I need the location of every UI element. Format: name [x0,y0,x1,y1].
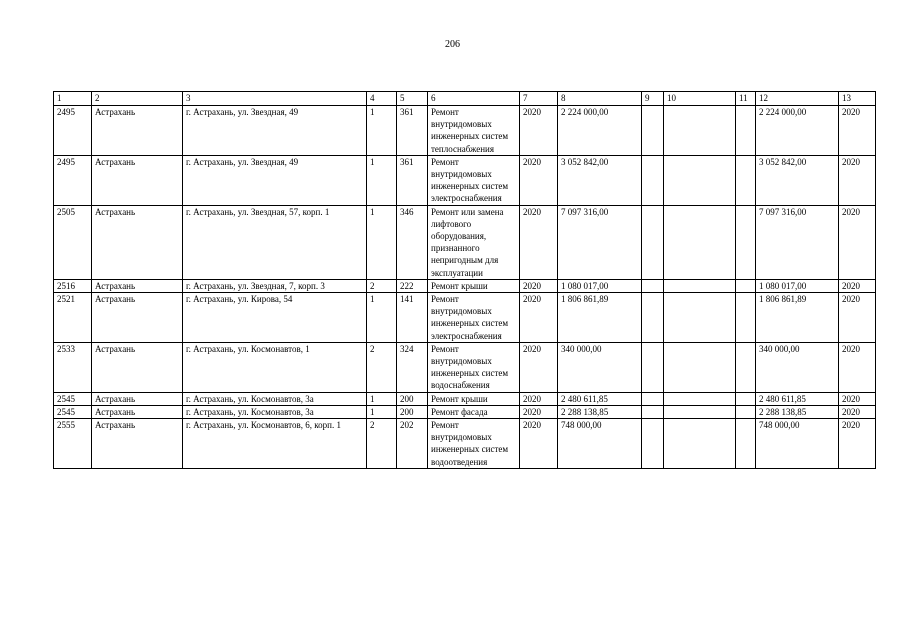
column-11-cell [736,155,756,205]
year-cell: 2020 [520,419,558,469]
column-11-cell [736,106,756,156]
address-cell: г. Астрахань, ул. Космонавтов, 3а [183,405,367,418]
column-9-cell [642,392,664,405]
address-cell: г. Астрахань, ул. Звездная, 7, корп. 3 [183,279,367,292]
address-cell: г. Астрахань, ул. Звездная, 49 [183,106,367,156]
column-4-cell: 1 [367,392,397,405]
work-type-cell: Ремонт внутридомовых инженерных систем теплоснабжения [428,106,520,156]
completion-year-cell: 2020 [839,279,876,292]
work-type-cell: Ремонт внутридомовых инженерных систем электроснабжения [428,293,520,343]
row-number-cell: 2533 [54,342,92,392]
header-cell: 13 [839,92,876,106]
table-row [54,106,876,156]
municipality-cell: Астрахань [92,155,183,205]
column-10-cell [664,405,736,418]
municipality-cell: Астрахань [92,106,183,156]
column-11-cell [736,419,756,469]
year-cell: 2020 [520,405,558,418]
row-number-cell: 2495 [54,155,92,205]
column-4-cell: 1 [367,155,397,205]
municipality-cell: Астрахань [92,392,183,405]
column-9-cell [642,405,664,418]
completion-year-cell: 2020 [839,205,876,279]
page-number: 206 [445,39,460,50]
row-number-cell: 2521 [54,293,92,343]
table-row [54,293,876,343]
completion-year-cell: 2020 [839,405,876,418]
year-cell: 2020 [520,342,558,392]
column-9-cell [642,419,664,469]
column-10-cell [664,155,736,205]
column-11-cell [736,392,756,405]
address-cell: г. Астрахань, ул. Звездная, 49 [183,155,367,205]
cost-cell: 340 000,00 [558,342,642,392]
column-10-cell [664,392,736,405]
column-9-cell [642,342,664,392]
column-10-cell [664,106,736,156]
column-10-cell [664,205,736,279]
table-row [54,392,876,405]
cost-cell: 2 288 138,85 [558,405,642,418]
cost-cell: 1 080 017,00 [558,279,642,292]
table-row [54,205,876,279]
column-11-cell [736,405,756,418]
column-5-cell: 324 [397,342,428,392]
total-cost-cell: 748 000,00 [756,419,839,469]
table-row [54,279,876,292]
column-5-cell: 222 [397,279,428,292]
table-row [54,342,876,392]
municipality-cell: Астрахань [92,342,183,392]
cost-cell: 2 480 611,85 [558,392,642,405]
work-type-cell: Ремонт внутридомовых инженерных систем электроснабжения [428,155,520,205]
completion-year-cell: 2020 [839,106,876,156]
row-number-cell: 2505 [54,205,92,279]
repair-registry-table [53,91,876,469]
column-11-cell [736,342,756,392]
year-cell: 2020 [520,106,558,156]
column-10-cell [664,293,736,343]
column-4-cell: 1 [367,205,397,279]
work-type-cell: Ремонт внутридомовых инженерных систем водоснабжения [428,342,520,392]
municipality-cell: Астрахань [92,293,183,343]
header-cell: 1 [54,92,92,106]
completion-year-cell: 2020 [839,392,876,405]
column-10-cell [664,419,736,469]
header-cell: 10 [664,92,736,106]
table-row [54,405,876,418]
column-4-cell: 2 [367,279,397,292]
header-cell: 6 [428,92,520,106]
total-cost-cell: 340 000,00 [756,342,839,392]
cost-cell: 3 052 842,00 [558,155,642,205]
column-9-cell [642,205,664,279]
column-4-cell: 1 [367,106,397,156]
total-cost-cell: 1 080 017,00 [756,279,839,292]
municipality-cell: Астрахань [92,205,183,279]
column-5-cell: 141 [397,293,428,343]
row-number-cell: 2555 [54,419,92,469]
year-cell: 2020 [520,155,558,205]
column-4-cell: 1 [367,405,397,418]
column-5-cell: 346 [397,205,428,279]
completion-year-cell: 2020 [839,155,876,205]
completion-year-cell: 2020 [839,419,876,469]
column-4-cell: 1 [367,293,397,343]
header-cell: 7 [520,92,558,106]
year-cell: 2020 [520,205,558,279]
table-row [54,419,876,469]
total-cost-cell: 3 052 842,00 [756,155,839,205]
address-cell: г. Астрахань, ул. Космонавтов, 6, корп. 1 [183,419,367,469]
municipality-cell: Астрахань [92,419,183,469]
row-number-cell: 2545 [54,392,92,405]
cost-cell: 7 097 316,00 [558,205,642,279]
cost-cell: 1 806 861,89 [558,293,642,343]
row-number-cell: 2545 [54,405,92,418]
address-cell: г. Астрахань, ул. Кирова, 54 [183,293,367,343]
column-4-cell: 2 [367,342,397,392]
column-10-cell [664,279,736,292]
total-cost-cell: 7 097 316,00 [756,205,839,279]
address-cell: г. Астрахань, ул. Космонавтов, 3а [183,392,367,405]
work-type-cell: Ремонт внутридомовых инженерных систем водоотведения [428,419,520,469]
header-cell: 12 [756,92,839,106]
work-type-cell: Ремонт крыши [428,279,520,292]
total-cost-cell: 2 480 611,85 [756,392,839,405]
address-cell: г. Астрахань, ул. Звездная, 57, корп. 1 [183,205,367,279]
column-9-cell [642,106,664,156]
cost-cell: 748 000,00 [558,419,642,469]
completion-year-cell: 2020 [839,293,876,343]
column-11-cell [736,293,756,343]
header-cell: 5 [397,92,428,106]
column-10-cell [664,342,736,392]
total-cost-cell: 2 288 138,85 [756,405,839,418]
year-cell: 2020 [520,392,558,405]
municipality-cell: Астрахань [92,279,183,292]
cost-cell: 2 224 000,00 [558,106,642,156]
column-9-cell [642,155,664,205]
address-cell: г. Астрахань, ул. Космонавтов, 1 [183,342,367,392]
table-row [54,155,876,205]
column-9-cell [642,293,664,343]
row-number-cell: 2495 [54,106,92,156]
column-9-cell [642,279,664,292]
municipality-cell: Астрахань [92,405,183,418]
column-5-cell: 361 [397,155,428,205]
column-5-cell: 200 [397,392,428,405]
total-cost-cell: 2 224 000,00 [756,106,839,156]
header-cell: 11 [736,92,756,106]
work-type-cell: Ремонт крыши [428,392,520,405]
column-5-cell: 200 [397,405,428,418]
year-cell: 2020 [520,279,558,292]
completion-year-cell: 2020 [839,342,876,392]
column-5-cell: 202 [397,419,428,469]
column-number-header-row [54,92,876,106]
row-number-cell: 2516 [54,279,92,292]
header-cell: 2 [92,92,183,106]
header-cell: 4 [367,92,397,106]
work-type-cell: Ремонт или замена лифтового оборудования, признанного непригодным для эксплуатации [428,205,520,279]
column-5-cell: 361 [397,106,428,156]
work-type-cell: Ремонт фасада [428,405,520,418]
header-cell: 3 [183,92,367,106]
header-cell: 9 [642,92,664,106]
year-cell: 2020 [520,293,558,343]
column-11-cell [736,205,756,279]
total-cost-cell: 1 806 861,89 [756,293,839,343]
header-cell: 8 [558,92,642,106]
column-4-cell: 2 [367,419,397,469]
column-11-cell [736,279,756,292]
